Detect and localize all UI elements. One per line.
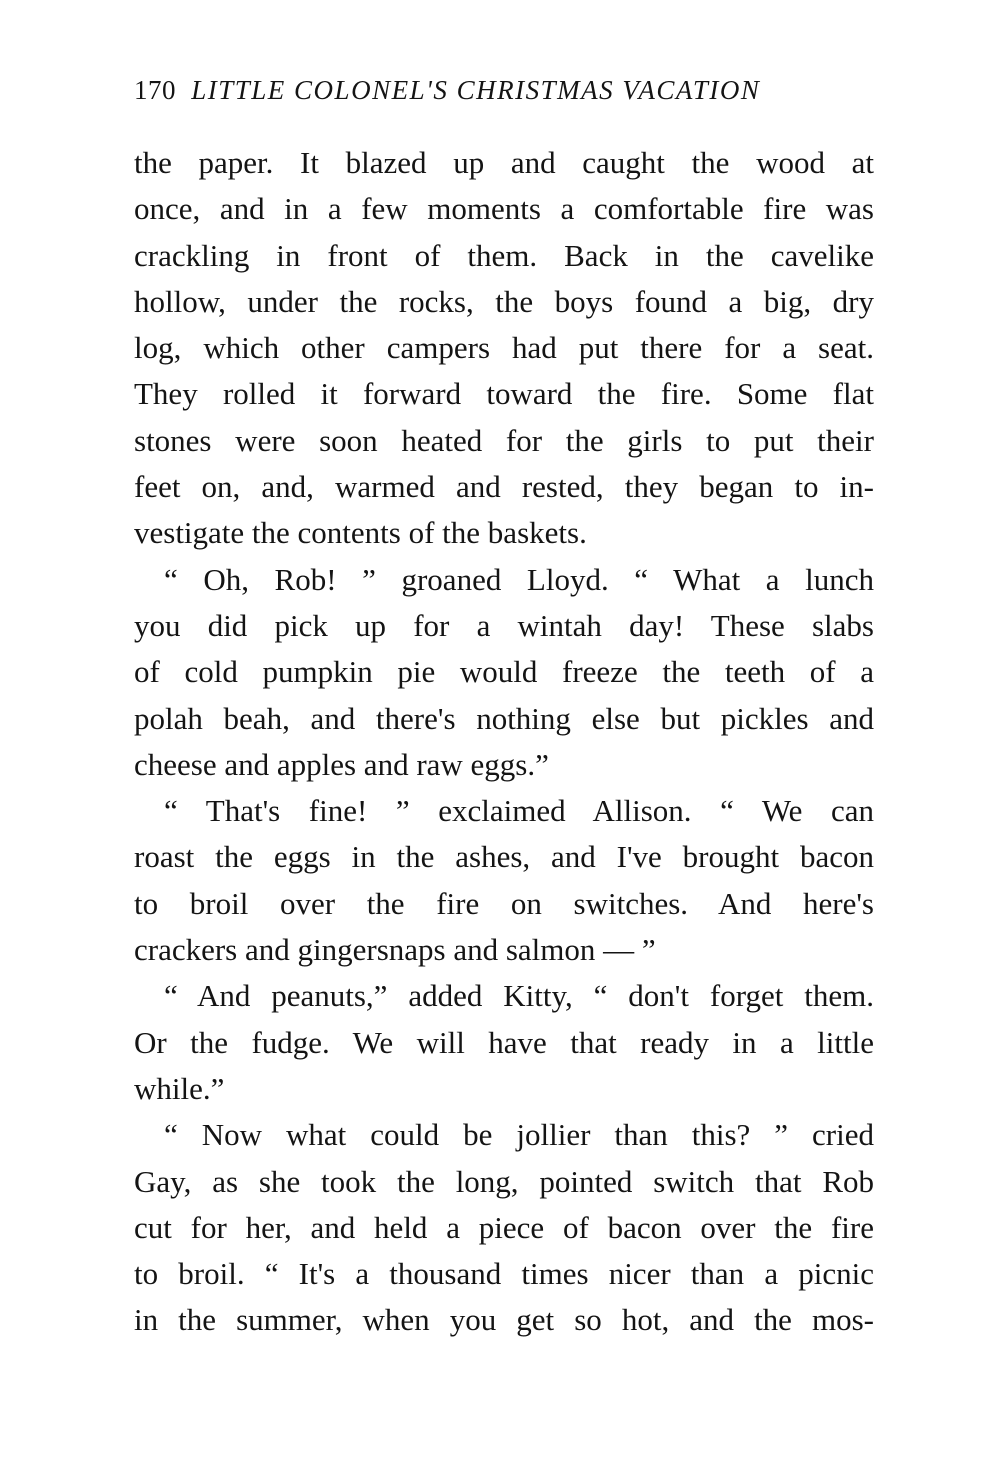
text-line: to broil over the fire on switches. And here's [134,885,874,921]
text-line: “ That's fine! ” exclaimed Allison. “ We can [164,793,874,829]
text-line: the paper. It blazed up and caught the wood at [134,145,874,180]
text-line: “ Oh, Rob! ” groaned Lloyd. “ What a lunch [164,561,874,597]
text-line: stones were soon heated for the girls to put their [134,422,874,458]
text-line: hollow, under the rocks, the boys found a big, dry [134,283,874,319]
text-line: cut for her, and held a piece of bacon over the fire [134,1209,874,1245]
running-title: LITTLE COLONEL'S CHRISTMAS VACATION [191,75,761,105]
text-line: vestigate the contents of the baskets. [134,515,587,551]
text-line: They rolled it forward toward the fire. Some flat [134,376,874,412]
text-line: to broil. “ It's a thousand times nicer than a picnic [134,1256,874,1292]
text-line: of cold pumpkin pie would freeze the teeth of a [134,654,874,690]
text-line: crackers and gingersnaps and salmon — ” [134,932,656,968]
text-line: polah beah, and there's nothing else but pickles and [134,700,874,736]
body-text [134,140,874,1344]
text-line: you did pick up for a wintah day! These slabs [134,607,874,643]
text-line: “ Now what could be jollier than this? ” cried [164,1117,874,1153]
text-line: roast the eggs in the ashes, and I've brought bacon [134,839,874,875]
text-line: log, which other campers had put there for a seat. [134,330,874,366]
page-number: 170 [134,75,176,105]
text-line: feet on, and, warmed and rested, they began to in- [134,469,874,505]
text-line: in the summer, when you get so hot, and the mos- [134,1302,874,1338]
text-line: “ And peanuts,” added Kitty, “ don't forget them. [164,978,874,1014]
text-line: crackling in front of them. Back in the cavelike [134,237,874,273]
text-line: cheese and apples and raw eggs.” [134,746,549,782]
text-line: while.” [134,1070,225,1106]
text-line: Or the fudge. We will have that ready in a little [134,1024,874,1060]
text-line: once, and in a few moments a comfortable fire was [134,191,874,227]
text-line: Gay, as she took the long, pointed switch that Rob [134,1163,874,1199]
running-header [134,72,874,108]
